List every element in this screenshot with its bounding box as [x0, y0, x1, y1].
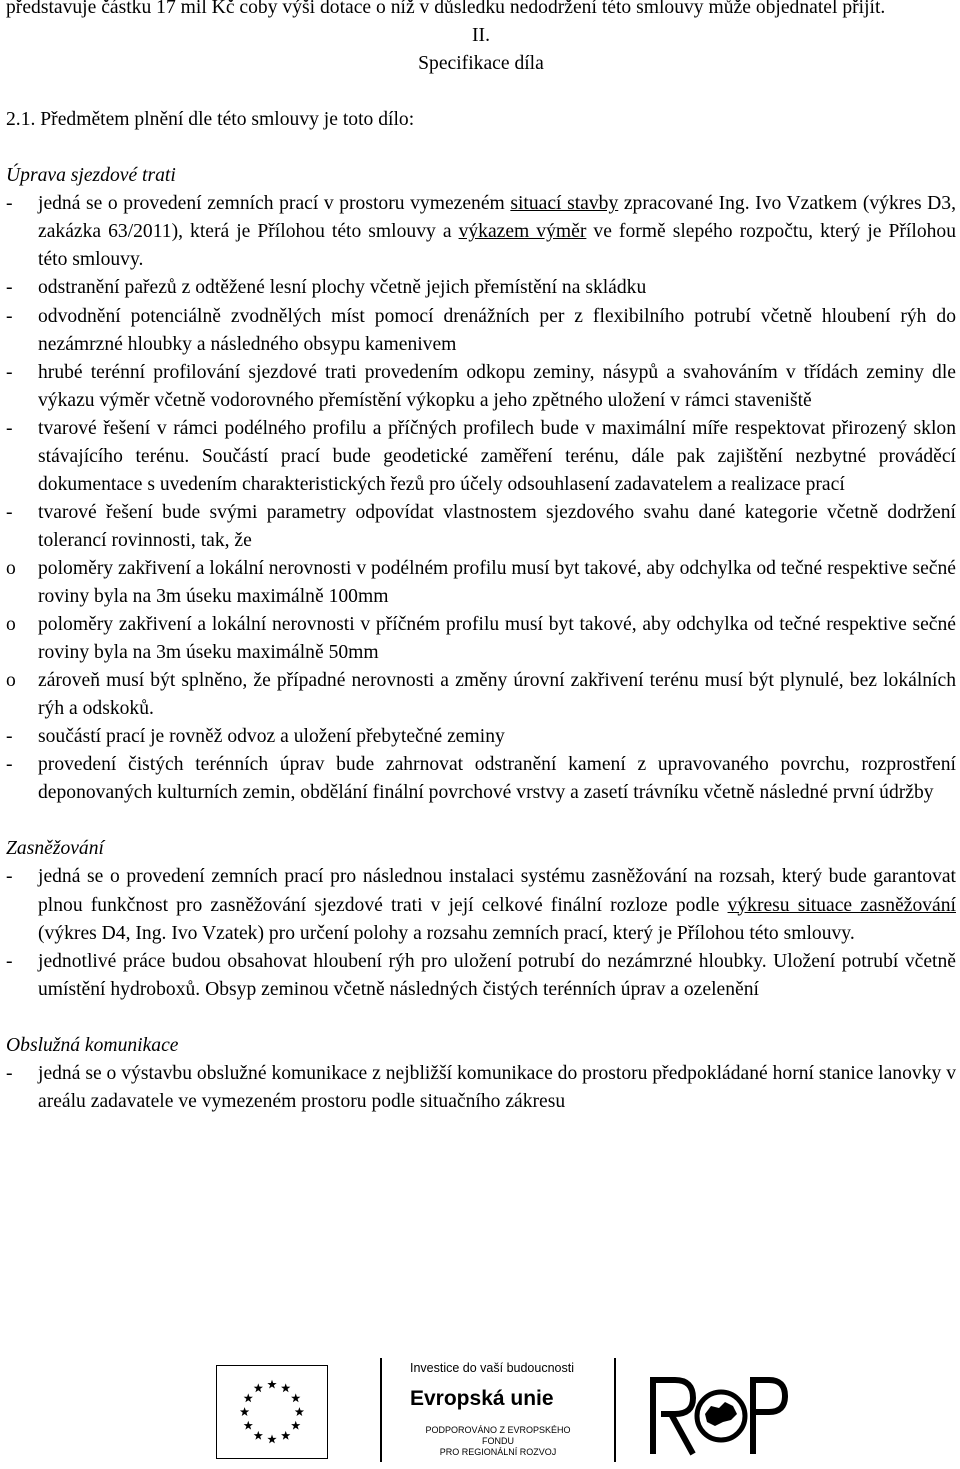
dash-bullet-marker: - [6, 193, 13, 215]
text-run: zpracované Ing. Ivo Vzatkem (výkres D3, zakázka 63/2011), která je Přílohou této smlouvy a [38, 193, 957, 243]
underlined-reference: výkresu situace zasněžování [727, 894, 956, 916]
text-run: zároveň musí být splněno, že případné nerovnosti a změny úrovní zakřivení terénu musí být plynulé, bez lokálních rýh a odskoků. [38, 670, 956, 720]
list-item-text [38, 667, 956, 723]
section-title: Úprava sjezdové trati [6, 165, 176, 187]
eu-star-icon [267, 1380, 276, 1389]
list-item [6, 555, 956, 611]
sub-bullet-marker: o [6, 614, 16, 636]
text-run: ve formě slepého rozpočtu, který je Přílohou této smlouvy. [38, 221, 957, 271]
list-item-text [38, 190, 956, 274]
dash-bullet-marker: - [6, 305, 13, 327]
eu-name: Evropská unie [410, 1387, 554, 1410]
document-body [6, 0, 956, 1116]
list-item [6, 415, 956, 499]
text-run: jedná se o provedení zemních prací v prostoru vymezeném [38, 193, 511, 215]
underlined-reference: výkazem výměr [458, 221, 587, 243]
sub-bullet-marker: o [6, 557, 16, 579]
eu-fund-line-2: PRO REGIONÁLNÍ ROZVOJ [439, 1447, 557, 1457]
list-item [6, 948, 956, 1004]
text-run: odvodnění potenciálně zvodnělých míst pomocí drenážních per z flexibilního potrubí včetně hloubení rýh do nezámrzné hloubky a následného obsypu kamenivem [38, 305, 956, 355]
list-item [6, 611, 956, 667]
clause-2-1: 2.1. Předmětem plnění dle této smlouvy je toto dílo: [6, 109, 415, 131]
eu-star-icon [267, 1435, 276, 1444]
text-run: součástí prací je rovněž odvoz a uložení přebytečné zeminy [38, 726, 505, 748]
list-item-text [38, 415, 956, 499]
section-title: Obslužná komunikace [6, 1034, 179, 1056]
list-item-text [38, 948, 956, 1004]
text-run: jedná se o provedení zemních prací pro následnou instalaci systému zasněžování na rozsah, který bude garantovat plnou funkčnost pro zasněžování sjezdové trati v její celkové finální rozloze podle [38, 866, 956, 916]
eu-star-icon [281, 1383, 290, 1392]
list-item [6, 499, 956, 555]
dash-bullet-marker: - [6, 866, 13, 888]
eu-fund-line-1: PODPOROVÁNO Z EVROPSKÉHO FONDU [425, 1425, 571, 1446]
eu-tagline: Investice do vaší budoucnosti [410, 1361, 574, 1375]
list-item-text [38, 359, 956, 415]
text-run: poloměry zakřivení a lokální nerovnosti v příčném profilu musí byt takové, aby odchylka od tečné respektive sečné roviny byla na 3m úseku maximálně 50mm [38, 614, 956, 664]
dash-bullet-marker: - [6, 726, 13, 748]
list-item-text [38, 863, 956, 947]
text-run: jednotlivé práce budou obsahovat hloubení rýh pro uložení potrubí do nezámrzné hloubky. Uložení potrubí včetně umístění hydroboxů. Obsyp zeminou včetně následných čistých terénních úprav a ozelenění [38, 950, 956, 1000]
list-item [6, 751, 956, 807]
list-item [6, 723, 956, 751]
article-title: Specifikace díla [418, 53, 544, 75]
text-run: tvarové řešení bude svými parametry odpovídat vlastnostem sjezdového svahu dané kategorie včetně dodržení tolerancí rovinnosti, tak, že [38, 501, 956, 551]
eu-star-icon [281, 1431, 290, 1440]
list-item-text [38, 274, 956, 302]
list-item-text [38, 611, 956, 667]
list-item [6, 359, 956, 415]
list-item-text [38, 723, 956, 751]
list-item [6, 667, 956, 723]
eu-star-icon [244, 1393, 253, 1402]
eu-flag-icon [216, 1365, 328, 1459]
underlined-reference: situací stavby [510, 193, 619, 215]
list-item-text [38, 1060, 956, 1116]
list-item-text [38, 303, 956, 359]
list-item-text [38, 555, 956, 611]
eu-star-icon [254, 1431, 263, 1440]
divider-right [614, 1358, 616, 1462]
section-title: Zasněžování [6, 838, 104, 860]
list-item-text [38, 499, 956, 555]
text-run: tvarové řešení v rámci podélného profilu a příčných profilech bude v maximální míře respektovat přirozený sklon stávajícího terénu. Součástí prací bude geodetické zaměření terénu, dále pak zajištění nezbytné prováděcí dokumentace s uvedením charakteristických řezů pro účely odsouhlasení zadavatelem a realizace prací [38, 417, 956, 495]
text-run: hrubé terénní profilování sjezdové trati provedením odkopu zeminy, násypů a svahováním v třídách zeminy dle výkazu výměr včetně vodorovného přemístění výkopku a jeho zpětného uložení v rámci staveniště [38, 361, 956, 411]
eu-star-icon [254, 1383, 263, 1392]
text-run: jedná se o výstavbu obslužné komunikace z nejbližší komunikace do prostoru předpokládané horní stanice lanovky v areálu zadavatele ve vymezeném prostoru podle situačního zákresu [38, 1062, 956, 1112]
dash-bullet-marker: - [6, 277, 13, 299]
text-run: poloměry zakřivení a lokální nerovnosti v podélném profilu musí byt takové, aby odchylka od tečné respektive sečné roviny byla na 3m úseku maximálně 100mm [38, 557, 956, 607]
list-item [6, 303, 956, 359]
list-item [6, 863, 956, 947]
eu-logo-block [410, 1360, 610, 1458]
rop-logo [645, 1366, 790, 1461]
list-item-text [38, 751, 956, 807]
article-number: II. [472, 25, 490, 47]
eu-star-icon [244, 1421, 253, 1430]
text-run: odstranění pařezů z odtěžené lesní plochy včetně jejich přemístění na skládku [38, 277, 647, 299]
dash-bullet-marker: - [6, 501, 13, 523]
list-item [6, 190, 956, 274]
eu-fund-text [410, 1425, 586, 1458]
text-run: (výkres D4, Ing. Ivo Vzatek) pro určení polohy a rozsahu zemních prací, který je Přílohou této smlouvy. [38, 922, 855, 944]
dash-bullet-marker: - [6, 417, 13, 439]
sub-bullet-marker: o [6, 670, 16, 692]
eu-star-icon [291, 1421, 300, 1430]
dash-bullet-marker: - [6, 1062, 13, 1084]
text-run: provedení čistých terénních úprav bude zahrnovat odstranění kamení z upravovaného povrchu, rozprostření deponovaných kulturních zemin, obdělání finální povrchové vrstvy a zasetí trávníku včetně následné první údržby [38, 754, 956, 804]
list-item [6, 274, 956, 302]
dash-bullet-marker: - [6, 754, 13, 776]
divider-left [380, 1358, 382, 1462]
intro-paragraph: představuje částku 17 mil Kč coby výši dotace o níž v důsledku nedodržení této smlouvy může objednatel přijít. [6, 0, 886, 18]
eu-star-icon [295, 1407, 304, 1416]
sections-container [6, 134, 956, 1116]
eu-star-icon [291, 1393, 300, 1402]
dash-bullet-marker: - [6, 361, 13, 383]
eu-star-icon [240, 1407, 249, 1416]
dash-bullet-marker: - [6, 950, 13, 972]
list-item [6, 1060, 956, 1116]
